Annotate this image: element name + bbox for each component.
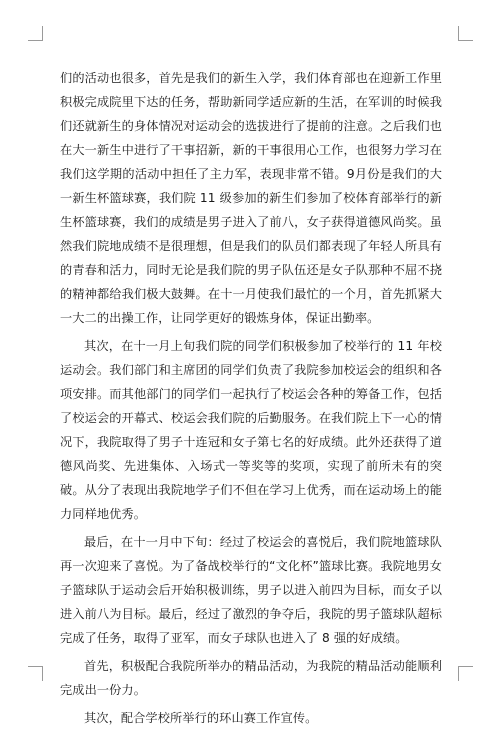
page-corner-mark-bottom-left xyxy=(28,666,43,681)
paragraph: 其次，在十一月上旬我们院的同学们积极参加了校举行的 11 年校运动会。我们部门和主席团的同学们负责了我院参加校运会的组织和各项安排。而其他部门的同学们一起执行了校运会各种的筹备工作，包括了校运会的开幕式、校运会我们院的后勤服务。在我们院上下一心的情况下，我院取得了男子十连冠和女子第七名的好成绩。此外还获得了道德风尚奖、先进集体、入场式一等奖等的奖项，实现了前所未有的突破。从分了表现出我院地学子们不但在学习上优秀，而在运动场上的能力同样地优秀。 xyxy=(60,339,442,521)
paragraph: 最后，在十一月中下旬：经过了校运会的喜悦后，我们院地篮球队再一次迎来了喜悦。为了备战校举行的“文化杯”篮球比赛。我院地男女子篮球队于运动会后开始积极训练，男子以进入前四为目标，而女子以进入前八为目标。最后，经过了激烈的争夺后，我院的男子篮球队超标完成了任务，取得了亚军，而女子球队也进入了 8 强的好成绩。 xyxy=(60,535,442,645)
page-corner-mark-bottom-right xyxy=(458,666,473,681)
paragraph: 首先，积极配合我院所举办的精品活动，为我院的精品活动能顺利完成出一份力。 xyxy=(60,659,442,697)
paragraph: 其次，配合学校所举行的环山赛工作宣传。 xyxy=(84,711,318,725)
page-corner-mark-top-right xyxy=(458,26,473,41)
page-corner-mark-top-left xyxy=(28,26,43,41)
document-body xyxy=(60,66,442,734)
paragraph: 们的活动也很多，首先是我们的新生入学，我们体育部也在迎新工作里积极完成院里下达的任务，帮助新同学适应新的生活，在军训的时候我们还就新生的身体情况对运动会的选拔进行了提前的注意。之后我们也在大一新生中进行了干事招新，新的干事很用心工作，也很努力学习在我们这学期的活动中担任了主力军，表现非常不错。9月份是我们的大一新生杯篮球赛，我们院 11 级参加的新生们参加了校体育部举行的新生杯篮球赛，我们的成绩是男子进入了前八，女子获得道德风尚奖。虽然我们院地成绩不是很理想，但是我们的队员们都表现了年轻人所具有的青春和活力，同时无论是我们院的男子队伍还是女子队那种不屈不挠的精神都给我们极大鼓舞。在十一月使我们最忙的一个月，首先抓紧大一大二的出操工作，让同学更好的锻炼身体，保证出勤率。 xyxy=(60,71,442,325)
